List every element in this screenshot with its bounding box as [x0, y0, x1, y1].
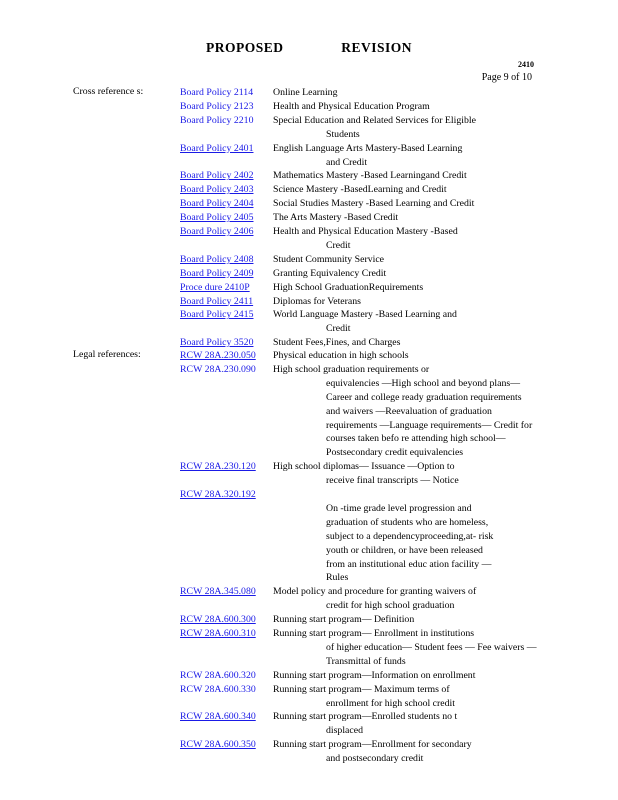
- page-number: Page 9 of 10: [481, 72, 532, 83]
- reference-description: Running start program— Definition: [273, 614, 415, 626]
- reference-description-continued: and postsecondary credit: [326, 753, 424, 765]
- reference-link[interactable]: Board Policy 2210: [180, 114, 254, 126]
- reference-description-continued: displaced: [326, 725, 363, 737]
- reference-row: [180, 627, 580, 669]
- reference-link[interactable]: Board Policy 2404: [180, 198, 254, 210]
- reference-link[interactable]: Proce dure 2410P: [180, 281, 250, 293]
- reference-description-continued: and waivers —Reevaluation of graduation: [326, 405, 492, 417]
- reference-description-continued: Credit: [326, 323, 351, 335]
- reference-description: Social Studies Mastery -Based Learning and Credit: [273, 198, 475, 210]
- reference-row: [180, 169, 580, 183]
- reference-row: [180, 460, 580, 488]
- cross-references-label: Cross reference s:: [73, 86, 144, 97]
- reference-row: [180, 308, 580, 336]
- reference-link[interactable]: RCW 28A.600.320: [180, 669, 256, 681]
- reference-row: [180, 197, 580, 211]
- reference-link[interactable]: Board Policy 2114: [180, 87, 254, 98]
- reference-description-continued: Rules: [326, 572, 349, 584]
- reference-row: [180, 710, 580, 738]
- reference-description: Running start program— Enrollment in institutions: [273, 628, 475, 639]
- reference-description-continued: from an institutional educ ation facility —: [326, 558, 492, 570]
- reference-row: [180, 683, 580, 711]
- reference-link[interactable]: Board Policy 2409: [180, 267, 254, 279]
- reference-row: [180, 295, 580, 309]
- reference-row: [180, 253, 580, 267]
- reference-description-continued: Transmittal of funds: [326, 655, 406, 667]
- reference-description-continued: receive final transcripts — Notice: [326, 475, 459, 487]
- reference-description-continued: Credit: [326, 239, 351, 251]
- reference-description: Student Community Service: [273, 253, 385, 265]
- reference-link[interactable]: Board Policy 2405: [180, 212, 254, 224]
- reference-description: Health and Physical Education Program: [273, 100, 430, 112]
- title-revision: REVISION: [341, 40, 413, 55]
- reference-description-continued: youth or children, or have been released: [326, 544, 483, 556]
- reference-row: [180, 613, 580, 627]
- reference-description: The Arts Mastery -Based Credit: [273, 212, 399, 224]
- reference-description-continued: of higher education— Student fees — Fee waivers —: [326, 641, 537, 653]
- reference-row: [180, 669, 580, 683]
- reference-row: [180, 336, 580, 350]
- reference-description: Granting Equivalency Credit: [273, 267, 387, 279]
- reference-description-continued: credit for high school graduation: [326, 600, 455, 612]
- reference-description-continued: subject to a dependencyproceeding,at- risk: [326, 530, 494, 542]
- reference-link[interactable]: RCW 28A.230.050: [180, 350, 256, 361]
- reference-link[interactable]: RCW 28A.320.192: [180, 489, 256, 500]
- reference-link[interactable]: Board Policy 2402: [180, 170, 254, 182]
- reference-row: [180, 114, 580, 142]
- reference-description: World Language Mastery -Based Learning and: [273, 309, 457, 321]
- reference-link[interactable]: RCW 28A.600.300: [180, 614, 256, 626]
- reference-description-continued: equivalencies —High school and beyond plans—: [326, 377, 520, 389]
- reference-description: Online Learning: [273, 87, 338, 98]
- document-title: [0, 40, 618, 56]
- legal-references-label: Legal references:: [73, 349, 141, 360]
- reference-description: Running start program— Maximum terms of: [273, 683, 450, 695]
- reference-description: Health and Physical Education Mastery -Based: [273, 226, 458, 237]
- reference-row: [180, 349, 580, 363]
- reference-description-continued: and Credit: [326, 156, 368, 168]
- reference-link[interactable]: RCW 28A.600.350: [180, 739, 256, 751]
- reference-link[interactable]: RCW 28A.600.310: [180, 628, 256, 639]
- reference-description: Running start program—Enrolled students no t: [273, 711, 458, 723]
- reference-description: Special Education and Related Services for Eligible: [273, 114, 476, 126]
- reference-row: [180, 211, 580, 225]
- reference-link[interactable]: RCW 28A.600.330: [180, 683, 256, 695]
- reference-row: [180, 183, 580, 197]
- reference-link[interactable]: Board Policy 2408: [180, 253, 254, 265]
- reference-description-continued: graduation of students who are homeless,: [326, 516, 489, 528]
- reference-description-continued: requirements —Language requirements— Credit for: [326, 419, 533, 431]
- reference-description-continued: Postsecondary credit equivalencies: [326, 447, 464, 459]
- reference-description: High school diplomas— Issuance —Option to: [273, 461, 455, 473]
- reference-row: [180, 738, 580, 766]
- reference-description: Mathematics Mastery -Based Learningand Credit: [273, 170, 467, 182]
- reference-description: Running start program—Enrollment for secondary: [273, 739, 472, 751]
- reference-link[interactable]: Board Policy 2415: [180, 309, 254, 321]
- reference-link[interactable]: Board Policy 2411: [180, 295, 254, 307]
- reference-row: [180, 100, 580, 114]
- reference-row: [180, 363, 580, 460]
- reference-link[interactable]: RCW 28A.230.090: [180, 363, 256, 375]
- reference-row: [180, 86, 580, 100]
- reference-description-continued: Students: [326, 128, 360, 140]
- reference-link[interactable]: RCW 28A.600.340: [180, 711, 256, 723]
- reference-description-continued: enrollment for high school credit: [326, 697, 455, 709]
- reference-description: High school graduation requirements or: [273, 363, 430, 375]
- reference-description: Model policy and procedure for granting waivers of: [273, 586, 477, 598]
- reference-link[interactable]: RCW 28A.230.120: [180, 461, 256, 473]
- reference-link[interactable]: Board Policy 3520: [180, 337, 254, 349]
- reference-link[interactable]: RCW 28A.345.080: [180, 586, 256, 598]
- reference-description-continued: On -time grade level progression and: [326, 502, 472, 514]
- reference-row: [180, 142, 580, 170]
- reference-description-continued: Career and college ready graduation requirements: [326, 391, 522, 403]
- reference-link[interactable]: Board Policy 2406: [180, 226, 254, 237]
- reference-link[interactable]: Board Policy 2123: [180, 100, 254, 112]
- reference-row: [180, 225, 580, 253]
- reference-description: Running start program—Information on enrollment: [273, 669, 476, 681]
- policy-number: 2410: [518, 60, 534, 69]
- reference-link[interactable]: Board Policy 2401: [180, 142, 254, 154]
- reference-description: Student Fees,Fines, and Charges: [273, 337, 401, 349]
- reference-description: High School GraduationRequirements: [273, 281, 424, 293]
- reference-description: Science Mastery -BasedLearning and Credit: [273, 184, 447, 196]
- title-proposed: PROPOSED: [205, 40, 284, 55]
- reference-description: Physical education in high schools: [273, 350, 409, 361]
- reference-row: [180, 267, 580, 281]
- reference-row: [180, 585, 580, 613]
- reference-description: English Language Arts Mastery-Based Learning: [273, 142, 463, 154]
- reference-row: [180, 281, 580, 295]
- reference-link[interactable]: Board Policy 2403: [180, 184, 254, 196]
- reference-row: [180, 488, 580, 585]
- reference-description-continued: courses taken befo re attending high school—: [326, 433, 506, 445]
- reference-description: Diplomas for Veterans: [273, 295, 361, 307]
